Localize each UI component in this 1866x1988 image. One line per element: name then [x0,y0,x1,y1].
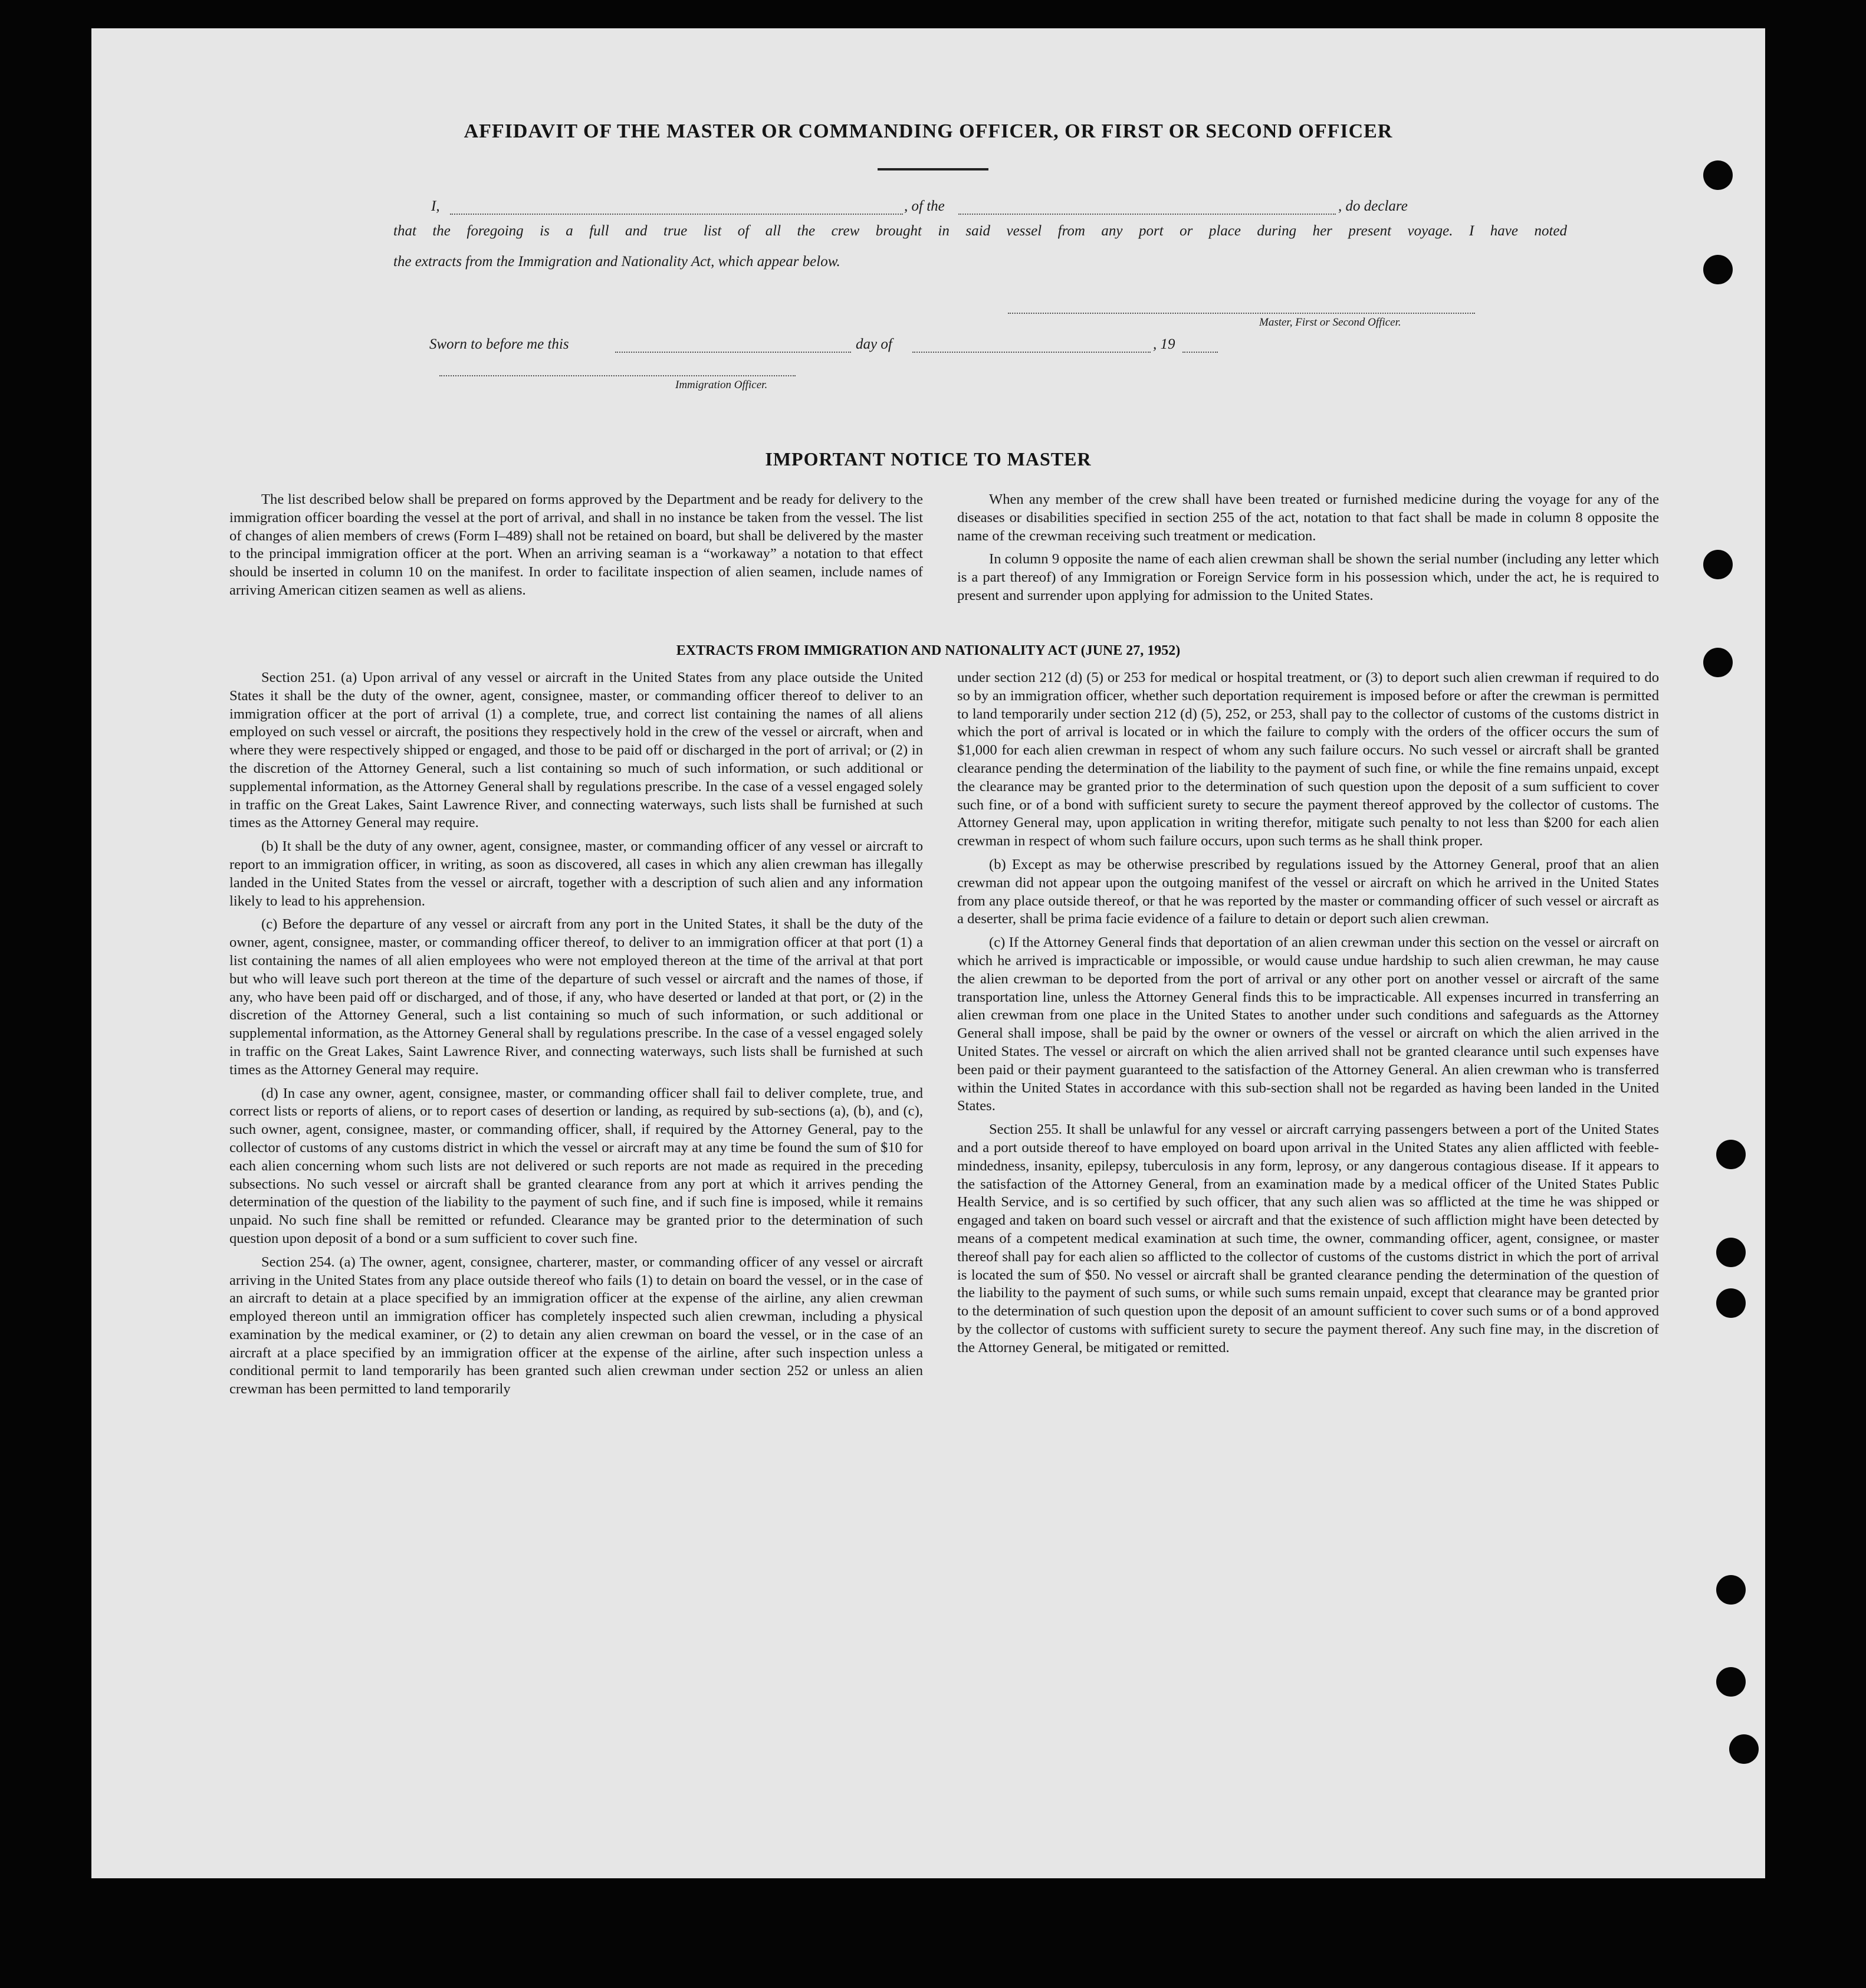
section-254-b: (b) Except as may be otherwise prescribed by regulations issued by the Attorney General, proof that an alien crewman did not appear upon the outgoing manifest of the vessel or aircraft on which he arrived in the United States from any place outside thereof, or that he was reported by the master or commanding officer of such vessel or aircraft as a deserter, shall be prima facie evidence of a failure to detain or deport such alien crewman. [957,856,1659,927]
section-254-a-continued: under section 212 (d) (5) or 253 for medical or hospital treatment, or (3) to deport such alien crewman if required to do so by an immigration officer, whether such deportation requirement is imposed before or after the crewman is permitted to land temporarily under section 212 (d) (5), 252, or 253, shall pay to the collector of customs of the customs district in which the port of arrival is located or in which the failure to comply with the orders of the officer occurs the sum of $1,000 for each alien crewman in respect of whom any such failure occurs. No such vessel or aircraft shall be granted clearance pending the determination of the liability to the payment of such fine, or while the fine remains unpaid, except the clearance may be granted prior to the determination of such question upon the deposit of a sum sufficient to cover such fine, or of a bond with sufficient surety to secure the payment thereof approved by the collector of customs. The Attorney General may, upon application in writing therefor, mitigate such penalty to not less than $200 for each alien crewman in respect of whom such failure occurs, upon such terms as he shall think proper. [957,670,1659,849]
section-251-a: Section 251. (a) Upon arrival of any vessel or aircraft in the United States from any place outside the United States it shall be the duty of the owner, agent, consignee, master, or commanding officer thereof to deliver to an immigration officer at the port of arrival (1) a complete, true, and correct list containing the names of all aliens employed on such vessel or aircraft, the positions they respectively hold in the crew of the vessel or aircraft, when and where they were respectively shipped or engaged, and those to be paid off or discharged in the port of arrival; or (2) in the discretion of the Attorney General, such a list containing so much of such information, or such additional or supplemental information, as the Attorney General shall by regulations prescribe. In the case of a vessel engaged solely in traffic on the Great Lakes, Saint Lawrence River, and connecting waterways, such lists shall be furnished at such times as the Attorney General may require. [229,670,923,831]
day-of-text: day of [856,336,892,352]
section-255: Section 255. It shall be unlawful for any vessel or aircraft carrying passengers between a port of the United States and a port outside thereof to have employed on board upon arrival in the United States any alien afflicted with feeble-mindedness, insanity, epilepsy, tuberculosis in any form, leprosy, or any dangerous contagious disease. If it appears to the satisfaction of the Attorney General, from an examination made by a medical officer of the United States Public Health Service, and is so certified by such officer, that any such alien was so afflicted at the time he was shipped or engaged and taken on board such vessel or aircraft and that the existence of such affliction might have been detected by means of a competent medical examination at such time, the owner, commanding officer, agent, consignee, or master thereof shall pay for each alien so afflicted to the collector of customs of the customs district in which the port of arrival is located the sum of $50. No vessel or aircraft shall be granted clearance pending the determination of the question of the liability to the payment of such sums, or while such sums remain unpaid, except that clearance may be granted prior to the determination of such question upon the deposit of an amount sufficient to cover such sums or of a bond approved by the collector of customs with sufficient surety to secure the payment thereof. Any such fine may, in the discretion of the Attorney General, be mitigated or remitted. [957,1121,1659,1356]
section-254-a: Section 254. (a) The owner, agent, consignee, charterer, master, or commanding officer of any vessel or aircraft arriving in the United States from any place outside thereof who fails (1) to detain on board the vessel, or in the case of an aircraft to detain at a place specified by an immigration officer at the expense of the airline, any alien crewman employed thereon until an immigration officer has completely inspected such alien crewman, including a physical examination by the medical examiner, or (2) to detain any alien crewman on board the vessel, or in the case of an aircraft at a place specified by an immigration officer at the expense of the airline, after such inspection unless a conditional permit to land temporarily has been granted such alien crewman under section 252 or unless an alien crewman has been permitted to land temporarily [229,1254,923,1397]
affidavit-of-the: , of the [904,198,945,214]
sworn-year-line[interactable] [1182,352,1218,353]
section-251-c: (c) Before the departure of any vessel or aircraft from any port in the United States, it shall be the duty of the owner, agent, consignee, master, or commanding officer thereof, to deliver to an immigration officer at that port (1) a list containing the names of all alien employees who were not employed thereon at the time of the arrival at that port but who will leave such port thereon at the time of the departure of such vessel or aircraft and the names of those, if any, who have been paid off or discharged, and of those, if any, who have deserted or landed at that port, or (2) in the discretion of the Attorney General, such a list containing so much of such information, or such additional or supplemental information, as the Attorney General shall by regulations prescribe. In the case of a vessel engaged solely in traffic on the Great Lakes, Saint Lawrence River, and connecting waterways, such lists shall be furnished at such times as the Attorney General may require. [229,916,923,1078]
extracts-right-column [957,669,1659,1362]
affidavit-title: AFFIDAVIT OF THE MASTER OR COMMANDING OFFICER, OR FIRST OR SECOND OFFICER [464,120,1393,142]
punch-hole [1703,648,1733,677]
section-251-d: (d) In case any owner, agent, consignee, master, or commanding officer shall fail to deliver complete, true, and correct lists or reports of aliens, or to report cases of desertion or landing, as required by sub-sections (a), (b), and (c), such owner, agent, consignee, master, or commanding officer, shall, if required by the Attorney General, pay to the collector of customs of any customs district in which the vessel or aircraft may at any time be found the sum of $10 for each alien concerning whom such lists are not delivered or such reports are not made as required in the preceding subsections. No such vessel or aircraft shall be granted clearance from any port at which it arrives pending the determination of the question of the liability to the payment of such fine, and if such fine is imposed, while it remains unpaid. No such fine shall be remitted or refunded. Clearance may be granted prior to the determination of such question upon deposit of a bond or a sum sufficient to cover such fine. [229,1085,923,1246]
document-page [91,28,1765,1878]
name-line[interactable] [450,214,903,215]
punch-hole [1703,550,1733,579]
vessel-line[interactable] [958,214,1336,215]
sworn-month-line[interactable] [912,352,1151,353]
punch-hole [1716,1238,1746,1267]
punch-hole [1716,1575,1746,1605]
section-251-b: (b) It shall be the duty of any owner, agent, consignee, master, or commanding officer of any vessel or aircraft to report to an immigration officer, in writing, as soon as discovered, all cases in which any alien crewman has illegally landed in the United States from the vessel or aircraft, together with a description of such alien and any information likely to lead to his apprehension. [229,838,923,909]
notice-right-paragraph-2: In column 9 opposite the name of each alien crewman shall be shown the serial number (including any letter which is a part thereof) of any Immigration or Foreign Service form in his possession which, under the act, he is required to present and surrender upon applying for admission to the United States. [957,551,1659,603]
notice-left-column [229,491,923,605]
master-label: Master, First or Second Officer. [1259,316,1401,329]
officer-label: Immigration Officer. [675,379,768,391]
notice-right-column [957,491,1659,611]
punch-hole [1729,1734,1759,1764]
affidavit-line-3: the extracts from the Immigration and Nationality Act, which appear below. [393,254,840,270]
affidavit-line-2: that the foregoing is a full and true list of all the crew brought in said vessel from any port or place during her present voyage. I have noted [393,223,1567,239]
notice-left-paragraph: The list described below shall be prepared on forms approved by the Department and be ready for delivery to the immigration officer boarding the vessel at the port of arrival, and shall in no instance be taken from the vessel. The list of changes of alien members of crews (Form I–489) shall not be retained on board, but shall be delivered by the master to the principal immigration officer at the port. When an arriving seaman is a “workaway” a notation to that effect should be inserted in column 10 on the manifest. In order to facilitate inspection of alien seamen, include names of arriving American citizen seamen as well as aliens. [229,491,923,598]
sworn-text: Sworn to before me this [429,336,569,352]
punch-hole [1716,1140,1746,1169]
notice-title: IMPORTANT NOTICE TO MASTER [765,448,1092,470]
punch-hole [1703,160,1733,190]
extracts-title: EXTRACTS FROM IMMIGRATION AND NATIONALITY ACT (JUNE 27, 1952) [676,643,1181,658]
year-prefix: , 19 [1153,336,1175,352]
punch-hole [1703,255,1733,284]
title-rule [878,168,988,170]
notice-right-paragraph-1: When any member of the crew shall have been treated or furnished medicine during the voyage for any of the diseases or disabilities specified in section 255 of the act, notation to that fact shall be made in column 8 opposite the name of the crewman receiving such treatment or medication. [957,491,1659,544]
punch-hole [1716,1288,1746,1318]
section-254-c: (c) If the Attorney General finds that deportation of an alien crewman under this section on the vessel or aircraft on which he arrived is impracticable or impossible, or would cause undue hardship to such alien crewman, he may cause the alien crewman to be deported from the port of arrival or any other port on another vessel or aircraft of the same transportation line, unless the Attorney General finds this to be impracticable. All expenses incurred in transferring an alien crewman from one place in the United States to another under such conditions and safeguards as the Attorney General shall impose, shall be paid by the owner or owners of the vessel or aircraft on which the alien arrived in the United States. The vessel or aircraft on which the alien arrived shall not be granted clearance until such expenses have been paid or their payment guaranteed to the satisfaction of the Attorney General. An alien crewman who is transferred within the United States in accordance with this sub-section shall not be regarded as having been landed in the United States. [957,934,1659,1114]
master-signature-line[interactable] [1008,313,1475,314]
officer-signature-line[interactable] [439,375,796,376]
affidavit-i: I, [431,198,440,214]
affidavit-declare: , do declare [1338,198,1408,214]
sworn-day-line[interactable] [615,352,851,353]
extracts-left-column [229,669,923,1404]
punch-hole [1716,1667,1746,1697]
